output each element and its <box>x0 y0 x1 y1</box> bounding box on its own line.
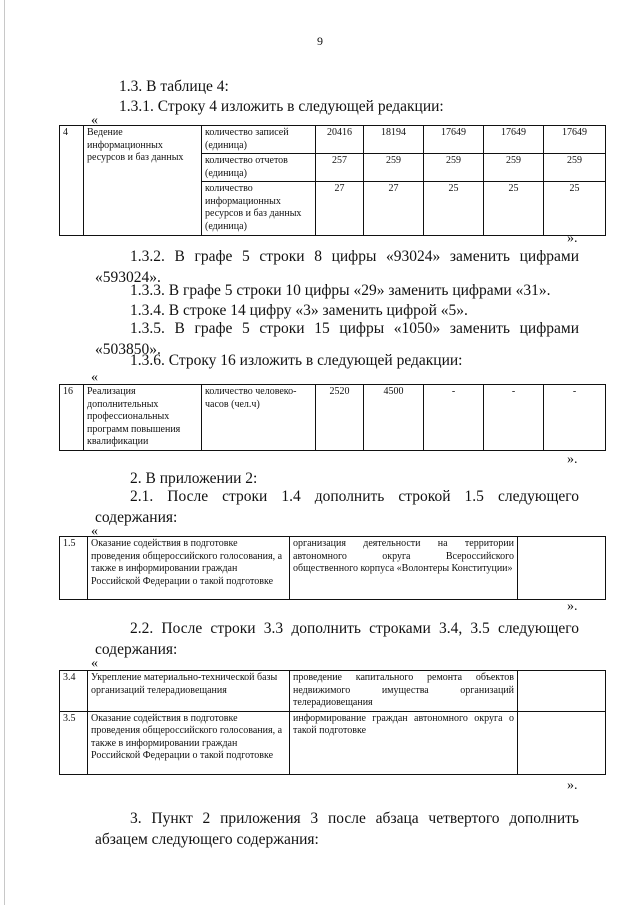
quote-open: « <box>91 113 98 128</box>
value-cell: 257 <box>316 154 364 182</box>
value-cell: 259 <box>484 154 544 182</box>
indicator-cell: количество информационных ресурсов и баз данных (единица) <box>202 182 316 236</box>
page-left-edge <box>4 0 5 905</box>
value-cell: - <box>544 385 606 451</box>
section-2-2: 2.2. После строки 3.3 дополнить строками 3.4, 3.5 следующего содержания: <box>95 620 579 658</box>
section-1-3: 1.3. В таблице 4: <box>119 78 229 95</box>
table-rows-3-4-3-5 <box>59 670 606 775</box>
value-cell: - <box>484 385 544 451</box>
value-cell: 17649 <box>484 126 544 154</box>
table-row-16 <box>59 384 606 451</box>
value-cell: 27 <box>316 182 364 236</box>
activity-description: информирование граждан автономного округа о такой подготовке <box>290 711 518 774</box>
section-2: 2. В приложении 2: <box>130 470 258 487</box>
quote-close: ». <box>567 452 578 467</box>
value-cell: 25 <box>484 182 544 236</box>
activity-name: Укрепление материально-технической базы организаций телерадиовещания <box>88 671 290 712</box>
row-number: 1.5 <box>60 537 88 600</box>
row-number: 3.5 <box>60 711 88 774</box>
section-2-1: 2.1. После строки 1.4 дополнить строкой 1.5 следующего содержания: <box>95 488 579 526</box>
activity-name: Оказание содействия в подготовке проведения общероссийского голосования, а также в информировании граждан Российской Федерации о такой подготовке <box>88 537 290 600</box>
activity-description: организация деятельности на территории автономного округа Всероссийского общественного корпуса «Волонтеры Конституции» <box>290 537 518 600</box>
empty-cell <box>518 671 606 712</box>
row-number: 16 <box>60 385 84 451</box>
value-cell: 259 <box>424 154 484 182</box>
section-1-3-1: 1.3.1. Строку 4 изложить в следующей редакции: <box>119 98 444 115</box>
quote-close: ». <box>567 231 578 246</box>
value-cell: 259 <box>544 154 606 182</box>
empty-cell <box>518 711 606 774</box>
quote-close: ». <box>567 599 578 614</box>
value-cell: 259 <box>364 154 424 182</box>
value-cell: 27 <box>364 182 424 236</box>
table-row-4 <box>59 125 606 236</box>
section-1-3-6: 1.3.6. Строку 16 изложить в следующей редакции: <box>130 352 463 369</box>
indicator-cell: количество записей (единица) <box>202 126 316 154</box>
row-number: 3.4 <box>60 671 88 712</box>
value-cell: 20416 <box>316 126 364 154</box>
activity-description: проведение капитального ремонта объектов недвижимого имущества организаций телерадиовещания <box>290 671 518 712</box>
value-cell: 25 <box>424 182 484 236</box>
quote-close: ». <box>567 778 578 793</box>
quote-open: « <box>91 656 98 671</box>
activity-name: Оказание содействия в подготовке проведения общероссийского голосования, а также в информировании граждан Российской Федерации о такой подготовке <box>88 711 290 774</box>
section-1-3-2: 1.3.2. В графе 5 строки 8 цифры «93024» заменить цифрами «593024». <box>95 248 579 286</box>
quote-open: « <box>91 370 98 385</box>
activity-name: Реализация дополнительных профессиональных программ повышения квалификации <box>84 385 202 451</box>
value-cell: 25 <box>544 182 606 236</box>
value-cell: 17649 <box>544 126 606 154</box>
quote-open: « <box>91 524 98 539</box>
value-cell: 2520 <box>316 385 364 451</box>
value-cell: 17649 <box>424 126 484 154</box>
table-row-1-5 <box>59 536 606 600</box>
section-3: 3. Пункт 2 приложения 3 после абзаца четвертого дополнить абзацем следующего содержания: <box>95 810 579 848</box>
value-cell: 18194 <box>364 126 424 154</box>
section-1-3-4: 1.3.4. В строке 14 цифру «3» заменить цифрой «5». <box>130 302 468 319</box>
row-number: 4 <box>60 126 84 236</box>
page-number: 9 <box>317 34 323 48</box>
section-1-3-5: 1.3.5. В графе 5 строки 15 цифры «1050» заменить цифрами «503850». <box>95 320 579 358</box>
section-1-3-3: 1.3.3. В графе 5 строки 10 цифры «29» заменить цифрами «31». <box>130 282 551 299</box>
activity-name: Ведение информационных ресурсов и баз данных <box>84 126 202 236</box>
indicator-cell: количество человеко-часов (чел.ч) <box>202 385 316 451</box>
value-cell: - <box>424 385 484 451</box>
empty-cell <box>518 537 606 600</box>
value-cell: 4500 <box>364 385 424 451</box>
indicator-cell: количество отчетов (единица) <box>202 154 316 182</box>
